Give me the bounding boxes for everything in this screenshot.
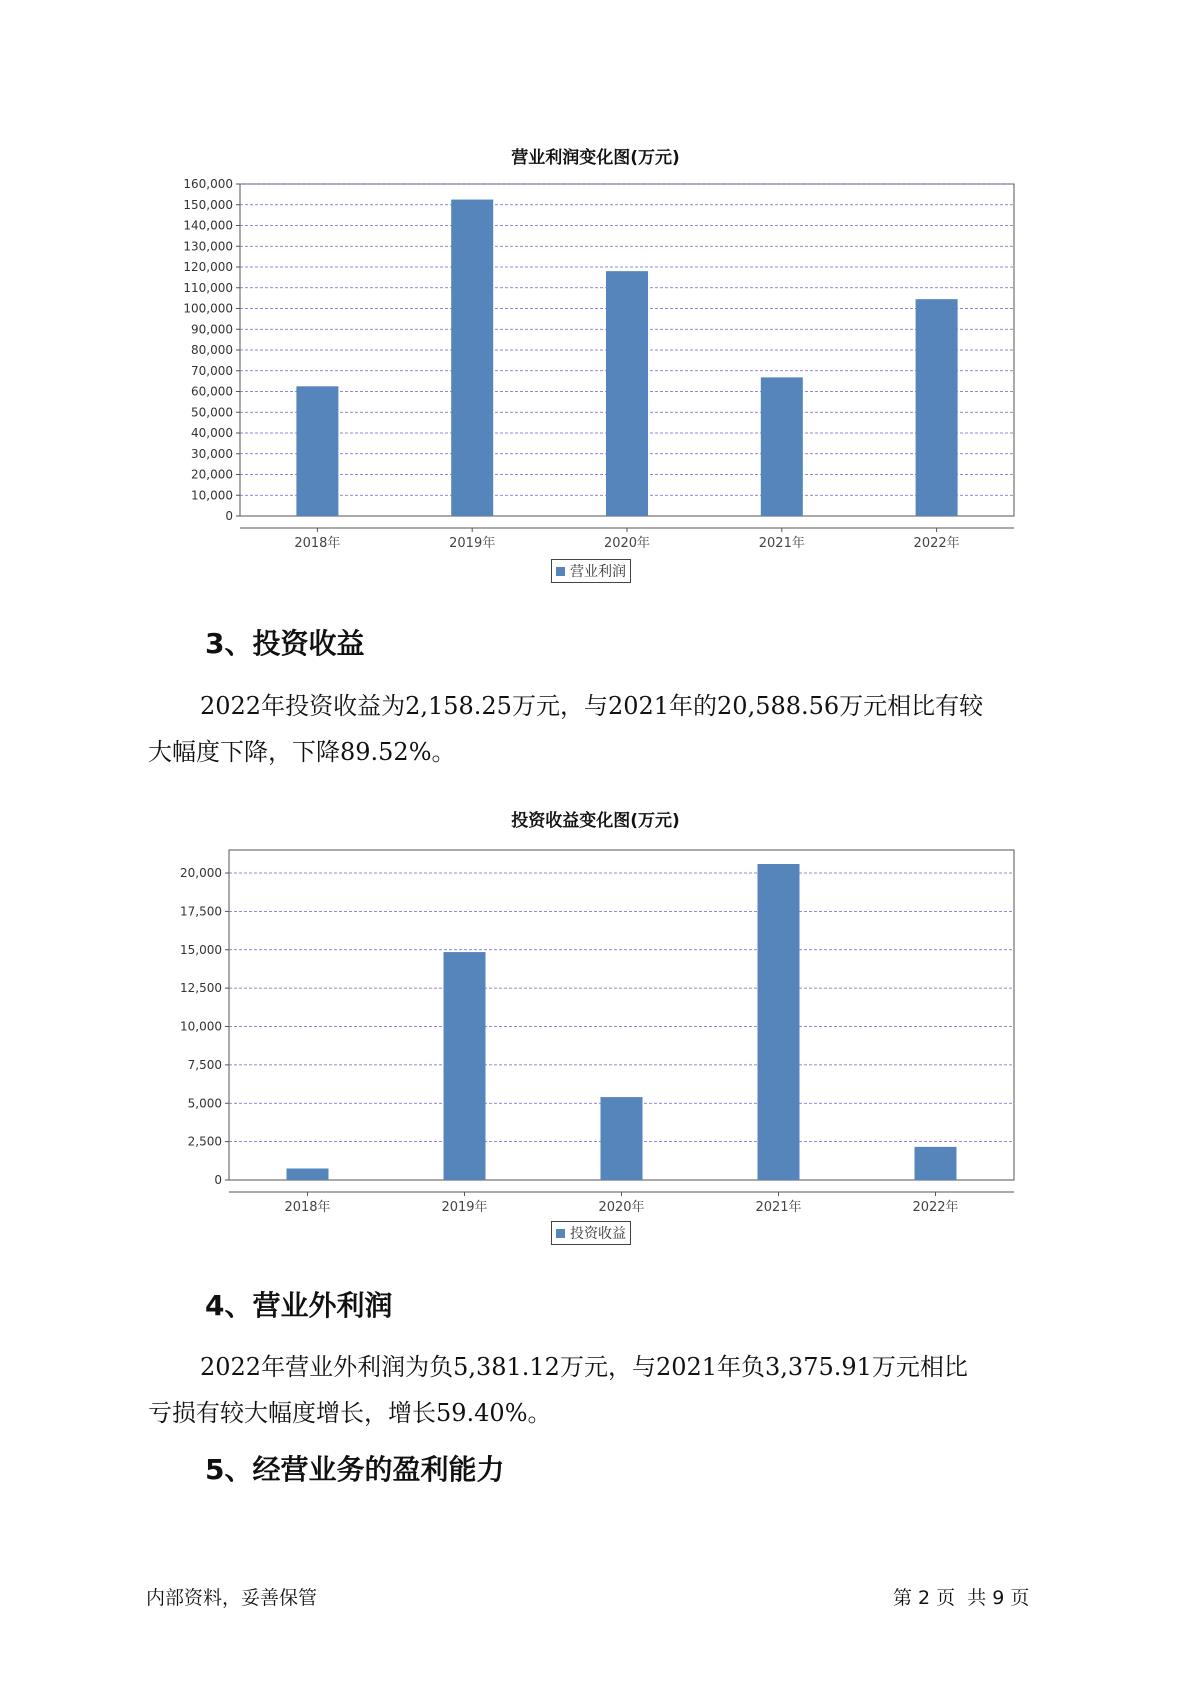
- y-tick-label: 60,000: [191, 384, 233, 399]
- y-tick-label: 130,000: [183, 239, 233, 254]
- y-tick-label: 10,000: [180, 1019, 222, 1034]
- x-tick-label: 2018年: [284, 1200, 331, 1215]
- x-tick-label: 2022年: [912, 1200, 959, 1215]
- paragraph-non-operating-profit: [148, 1344, 1048, 1436]
- y-tick-label: 30,000: [191, 446, 233, 461]
- y-tick-label: 17,500: [180, 904, 222, 919]
- y-tick-label: 50,000: [191, 405, 233, 420]
- chart-legend-investment-income: [551, 1221, 631, 1245]
- bar-2018年: [287, 1168, 329, 1180]
- y-tick-label: 150,000: [183, 197, 233, 212]
- y-tick-label: 2,500: [187, 1134, 222, 1149]
- bar-2022年: [915, 1147, 957, 1180]
- y-tick-label: 15,000: [180, 942, 222, 957]
- y-tick-label: 120,000: [183, 260, 233, 274]
- chart-title-operating-profit: 营业利润变化图(万元): [511, 148, 680, 168]
- x-tick-label: 2020年: [603, 536, 651, 551]
- x-tick-label: 2019年: [441, 1200, 488, 1215]
- y-tick-label: 90,000: [191, 322, 233, 337]
- paragraph-line: 2022年投资收益为2,158.25万元，与2021年的20,588.56万元相比有较: [200, 692, 984, 720]
- y-tick-label: 100,000: [183, 301, 233, 316]
- x-tick-label: 2021年: [755, 1200, 802, 1215]
- x-tick-label: 2022年: [913, 536, 960, 551]
- y-tick-label: 140,000: [183, 218, 233, 233]
- x-tick-label: 2021年: [758, 536, 805, 551]
- y-tick-label: 40,000: [191, 426, 233, 440]
- bar-2020年: [601, 1097, 643, 1180]
- footer-confidential-note: 内部资料，妥善保管: [146, 1587, 318, 1609]
- x-tick-label: 2019年: [449, 536, 496, 551]
- y-tick-label: 5,000: [187, 1096, 222, 1111]
- bar-2019年: [444, 952, 486, 1180]
- x-tick-label: 2020年: [598, 1200, 645, 1215]
- x-tick-label: 2018年: [294, 536, 341, 551]
- section-heading-investment-income: 3、投资收益: [205, 627, 365, 660]
- y-tick-label: 110,000: [183, 280, 233, 295]
- y-tick-label: 10,000: [191, 488, 233, 503]
- y-tick-label: 0: [225, 509, 233, 523]
- y-tick-label: 0: [214, 1173, 222, 1187]
- y-tick-label: 12,500: [180, 981, 222, 996]
- legend-label: 投资收益: [570, 1226, 626, 1242]
- y-tick-label: 70,000: [191, 363, 233, 378]
- paragraph-line: 大幅度下降，下降89.52%。: [148, 738, 456, 766]
- footer-page-number: 第 2 页 共 9 页: [893, 1587, 1030, 1609]
- section-heading-business-profitability: 5、经营业务的盈利能力: [205, 1453, 505, 1486]
- legend-swatch: [556, 1229, 565, 1238]
- y-tick-label: 160,000: [183, 177, 233, 191]
- paragraph-line: 亏损有较大幅度增长，增长59.40%。: [148, 1399, 552, 1427]
- legend-label: 营业利润: [570, 564, 626, 580]
- paragraph-line: 2022年营业外利润为负5,381.12万元，与2021年负3,375.91万元相比: [200, 1353, 968, 1381]
- y-tick-label: 20,000: [191, 467, 233, 482]
- section-heading-non-operating-profit: 4、营业外利润: [205, 1289, 393, 1322]
- y-tick-label: 7,500: [187, 1057, 222, 1072]
- bar-2021年: [758, 864, 800, 1180]
- y-tick-label: 80,000: [191, 343, 233, 357]
- y-tick-label: 20,000: [180, 866, 222, 881]
- chart-title-investment-income: 投资收益变化图(万元): [511, 811, 680, 831]
